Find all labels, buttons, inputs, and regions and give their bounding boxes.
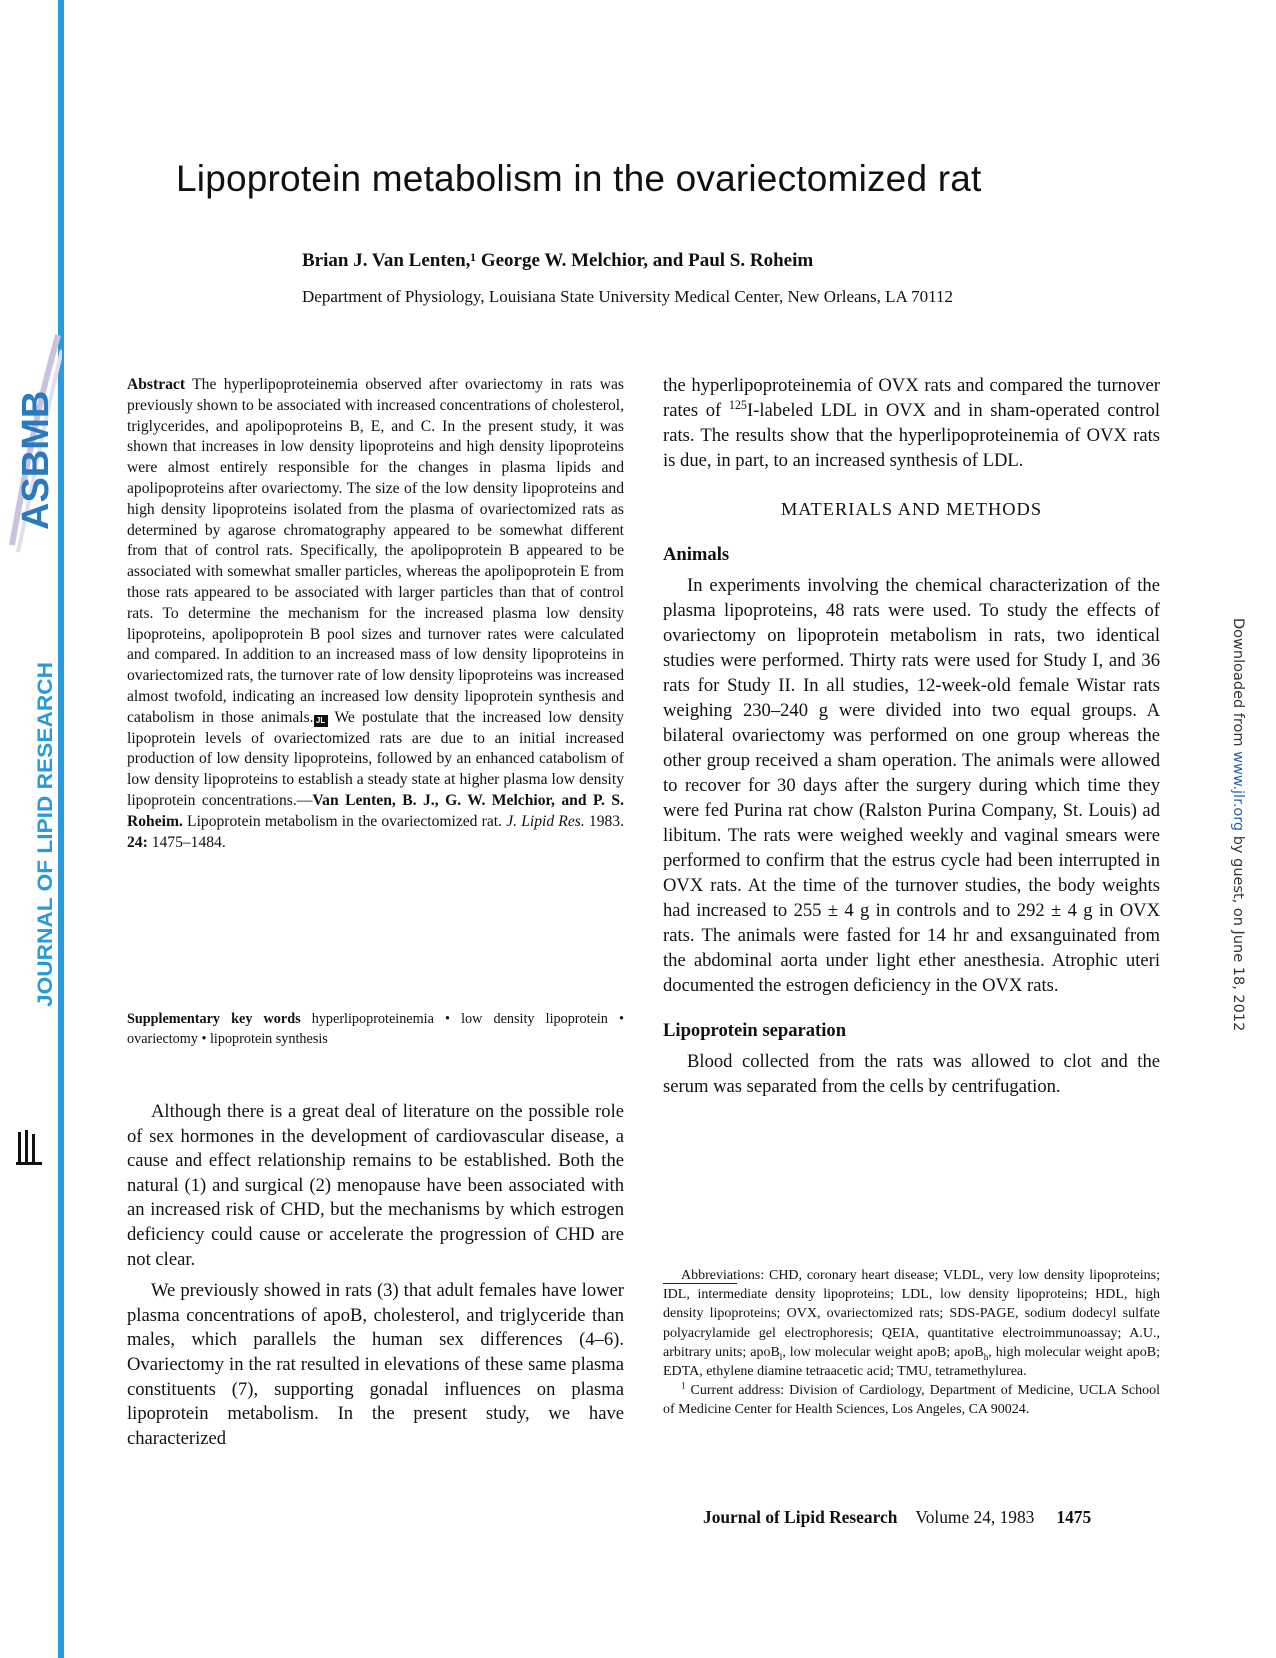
article-title: Lipoprotein metabolism in the ovariectomized rat [176, 158, 982, 199]
citation-title: Lipoprotein metabolism in the ovariectomized rat. [182, 812, 507, 830]
abbrev-text-c: , high molecular weight apoB; EDTA, ethylene diamine tetraacetic acid; TMU, tetramethylurea. [663, 1344, 1160, 1380]
address-text: Current address: Division of Cardiology, Department of Medicine, UCLA School of Medicine Center for Health Sciences, Los Angeles, CA 90024. [663, 1383, 1160, 1418]
abbrev-subscript: h [983, 1351, 989, 1362]
citation-journal: J. Lipid Res. [506, 812, 585, 830]
author-list: Brian J. Van Lenten,¹ George W. Melchior, and Paul S. Roheim [302, 250, 814, 271]
footnote-marker: 1 [681, 1380, 686, 1391]
right-column [663, 373, 1160, 1099]
subheading-animals: Animals [663, 544, 730, 565]
svg-text:Downloaded from www.jlr.org by [1230, 618, 1246, 1031]
page-footer [703, 1507, 1091, 1528]
download-link[interactable]: www.jlr.org [1230, 751, 1246, 832]
abbrev-text-b: , low molecular weight apoB; apoB [782, 1344, 984, 1360]
citation-pages: 1475–1484. [147, 833, 226, 851]
footnotes [663, 1266, 1160, 1420]
footnote-abbreviations [663, 1266, 1160, 1381]
asbmb-logo [4, 330, 62, 560]
citation-authors: Van Lenten, B. J., G. W. Melchior, and P. S. Roheim. [127, 791, 624, 830]
page-number: 1475 [1056, 1507, 1092, 1527]
intro-continuation-a: the hyperlipoproteinemia of OVX rats and compared the turnover rates of [663, 375, 1160, 421]
abstract-text-2: We postulate that the increased low density lipoprotein levels of ovariectomized rats are due to an initial increased production of low density lipoproteins, followed by an enhanced catabolism of low density lipoproteins to establish a steady state at higher plasma low density lipoprotein concentrations.— [127, 708, 624, 809]
intro-continuation [663, 373, 1160, 473]
journal-mark-icon: JL [314, 715, 328, 727]
asbmb-logo-text: ASBMB [15, 390, 57, 530]
intro-paragraph: Although there is a great deal of literature on the possible role of sex hormones in the development of cardiovascular disease, a cause and effect relationship remains to be established. Both the natural (1) and surgical (2) menopause have been associated with an increased risk of CHD, but the mechanisms by which estrogen deficiency could cause or accelerate the progression of CHD are not clear. [127, 1101, 624, 1270]
abbrev-subscript: l [779, 1351, 783, 1362]
footer-volume: Volume 24, 1983 [915, 1507, 1035, 1527]
download-note [1226, 616, 1256, 1036]
isotope-superscript: 125 [728, 397, 747, 412]
citation-volume: 24: [127, 833, 148, 851]
affiliation: Department of Physiology, Louisiana State University Medical Center, New Orleans, LA 70112 [302, 287, 954, 306]
abstract-text: The hyperlipoproteinemia observed after ovariectomy in rats was previously shown to be associated with increased concentrations of cholesterol, triglycerides, and apolipoproteins B, E, and C. In the present study, it was shown that increases in low density lipoproteins and high density lipoproteins were almost entirely responsible for the changes in plasma lipids and apolipoproteins after ovariectomy. The size of the low density lipoproteins and high density lipoproteins isolated from the plasma of ovariectomized rats as determined by agarose chromatography appeared to be somewhat different from that of control rats. Specifically, the apolipoprotein B appeared to be associated with somewhat smaller particles, whereas the apolipoprotein E from those rats appeared to be associated with larger particles than that of control rats. To determine the mechanism for the increased plasma low density lipoproteins, apolipoprotein B pool sizes and turnover rates were calculated and compared. In addition to an increased mass of low density lipoproteins in ovariectomized rats, the turnover rate of low density lipoproteins was increased almost twofold, indicating an increased low density lipoprotein synthesis and catabolism in those animals. [127, 376, 624, 726]
intro-paragraph: We previously showed in rats (3) that adult females have lower plasma concentrations of apoB, cholesterol, and triglyceride than males, which parallels the human sex differences (4–6). Ovariectomy in the rat resulted in elevations of these same plasma constituents (7), supporting gonadal influences on plasma lipoprotein metabolism. In the present study, we have characterized [127, 1280, 624, 1449]
footnote-address [663, 1381, 1160, 1419]
abstract [127, 375, 624, 853]
separation-paragraph: Blood collected from the rats was allowed to clot and the serum was separated from the cells by centrifugation. [663, 1051, 1160, 1097]
abstract-label: Abstract [127, 376, 186, 393]
introduction [127, 1100, 624, 1451]
intro-continuation-b: I-labeled LDL in OVX and in sham-operated control rats. The results show that the hyperlipoproteinemia of OVX rats is due, in part, to an increased synthesis of LDL. [663, 400, 1161, 471]
section-heading: MATERIALS AND METHODS [780, 499, 1043, 519]
keywords-label: Supplementary key words [127, 1011, 301, 1027]
jlr-logo-text: JLR [12, 1128, 14, 1129]
subheading-lipoprotein-separation: Lipoprotein separation [663, 1020, 847, 1041]
journal-name-text: JOURNAL OF LIPID RESEARCH [34, 687, 57, 1007]
citation-year: 1983. [584, 812, 625, 830]
keywords [127, 1010, 624, 1049]
abbrev-text-a: Abbreviations: CHD, coronary heart disease; VLDL, very low density lipoproteins; IDL, intermediate density lipoproteins; LDL, low density lipoproteins; HDL, high density lipoproteins; OVX, ovariectomized rats; SDS-PAGE, sodium dodecyl sulfate polyacrylamide gel electrophoresis; QEIA, quantitative electroimmunoassay; A.U., arbitrary units; apoB [663, 1268, 1160, 1360]
keywords-text: hyperlipoproteinemia • low density lipoprotein • ovariectomy • lipoprotein synthesis [127, 1011, 624, 1047]
footer-journal: Journal of Lipid Research [703, 1507, 898, 1527]
download-prefix: Downloaded from [1230, 618, 1246, 752]
jlr-logo [12, 1128, 48, 1168]
download-suffix: by guest, on June 18, 2012 [1230, 831, 1246, 1032]
animals-paragraph: In experiments involving the chemical characterization of the plasma lipoproteins, 48 rats were used. To study the effects of ovariectomy on lipoprotein metabolism in rats, two identical studies were performed. Thirty rats were used for Study I, and 36 rats for Study II. In all studies, 12-week-old female Wistar rats weighing 230–240 g were divided into two equal groups. A bilateral ovariectomy was performed on one group whereas the other group received a sham operation. The animals were allowed to recover for 30 days after the surgery during which time they were fed Purina rat chow (Ralston Purina Company, St. Louis) ad libitum. The rats were weighed weekly and vaginal smears were performed to confirm that the estrus cycle had been interrupted in OVX rats. At the time of the turnover studies, the body weights had increased to 255 ± 4 g in controls and to 292 ± 4 g in OVX rats. The animals were fasted for 14 hr and exsanguinated from the abdominal aorta under light ether anesthesia. Atrophic uteri documented the estrogen deficiency in the OVX rats. [663, 575, 1160, 996]
journal-name-vertical [22, 655, 62, 1015]
